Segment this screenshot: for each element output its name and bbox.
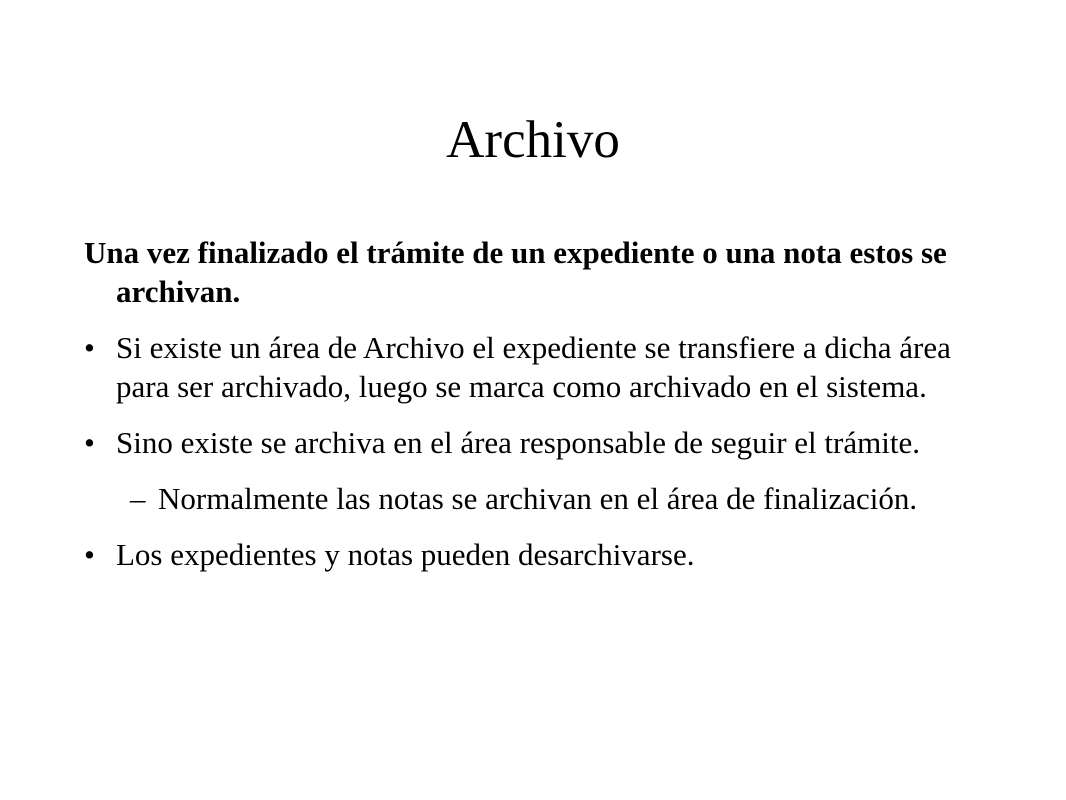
- bullet-text: Si existe un área de Archivo el expediente se transfiere a dicha área para ser archivado, luego se marca como archivado en el sistema.: [116, 330, 951, 404]
- bullet-item: [84, 535, 974, 574]
- bullet-item: [84, 423, 974, 462]
- slide-content: [84, 233, 974, 591]
- bullet-marker: •: [84, 330, 95, 365]
- bullet-text: Los expedientes y notas pueden desarchivarse.: [116, 537, 695, 572]
- sub-bullet-text: Normalmente las notas se archivan en el área de finalización.: [158, 481, 918, 516]
- bullet-marker: •: [84, 537, 95, 572]
- bullet-text: Sino existe se archiva en el área responsable de seguir el trámite.: [116, 425, 920, 460]
- lead-paragraph: Una vez finalizado el trámite de un expediente o una nota estos se archivan.: [84, 235, 947, 309]
- bullet-item: [84, 328, 974, 406]
- bullet-marker: •: [84, 425, 95, 460]
- sub-bullet-item: [84, 479, 974, 518]
- slide-title: Archivo: [446, 111, 620, 169]
- sub-bullet-marker: –: [130, 481, 146, 516]
